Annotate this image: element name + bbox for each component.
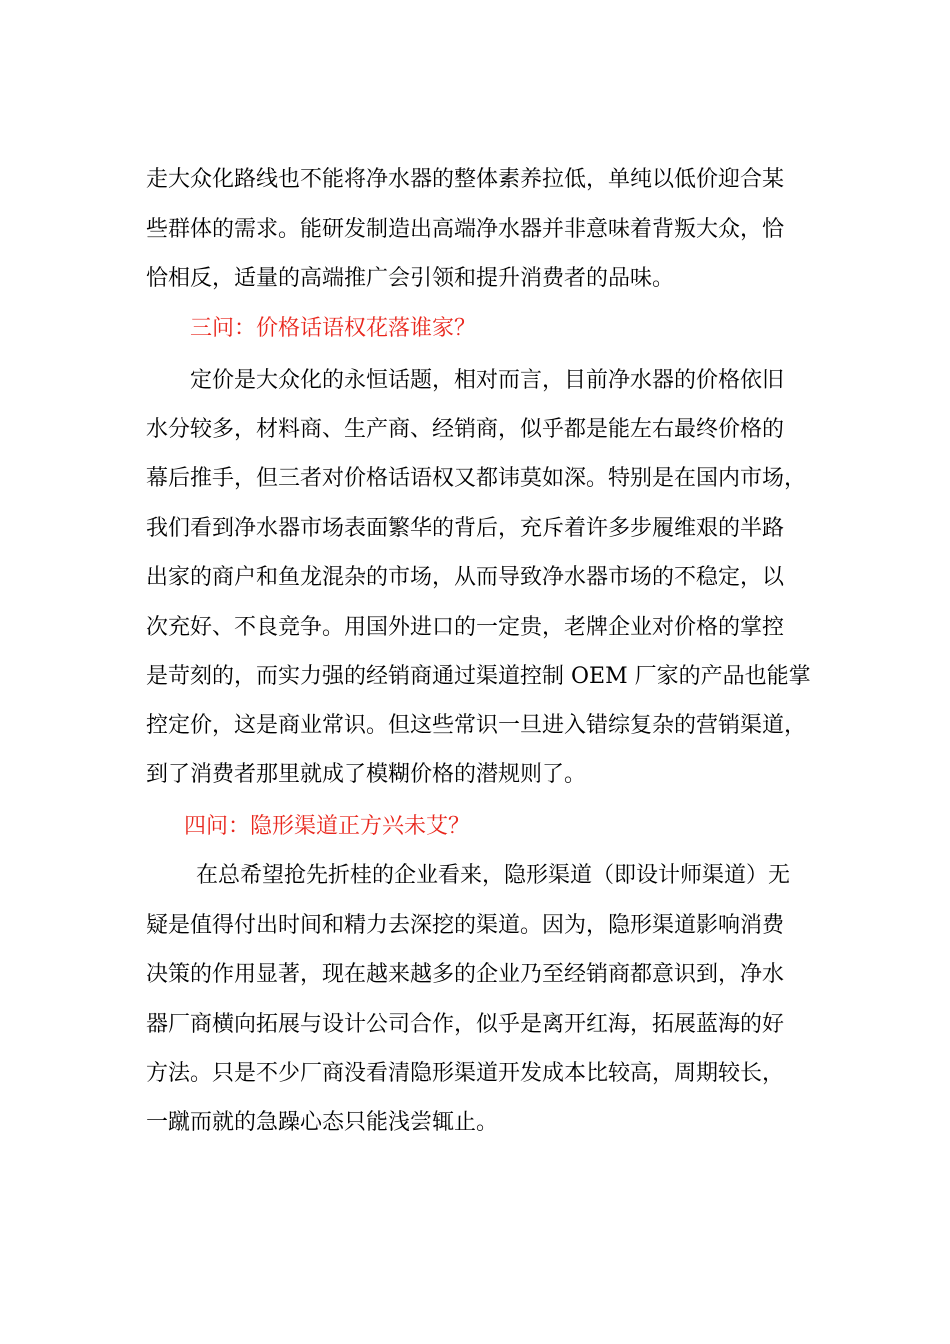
paragraph-2-line-2: 水分较多，材料商、生产商、经销商，似乎都是能左右最终价格的 xyxy=(146,417,785,442)
paragraph-2-line-4: 我们看到净水器市场表面繁华的背后，充斥着许多步履维艰的半路 xyxy=(146,516,785,541)
paragraph-3-line-3: 决策的作用显著，现在越来越多的企业乃至经销商都意识到，净水 xyxy=(146,962,785,987)
paragraph-3-line-1: 在总希望抢先折桂的企业看来，隐形渠道（即设计师渠道）无 xyxy=(196,863,791,888)
paragraph-2-line-8: 控定价，这是商业常识。但这些常识一旦进入错综复杂的营销渠道， xyxy=(146,713,807,738)
paragraph-3-line-6: 一蹴而就的急躁心态只能浅尝辄止。 xyxy=(146,1110,499,1135)
paragraph-1-line-1: 走大众化路线也不能将净水器的整体素养拉低，单纯以低价迎合某 xyxy=(146,167,785,192)
section-heading-4: 四问：隐形渠道正方兴未艾？ xyxy=(184,814,471,839)
paragraph-3-line-5: 方法。只是不少厂商没看清隐形渠道开发成本比较高，周期较长， xyxy=(146,1061,785,1086)
paragraph-1-line-2: 些群体的需求。能研发制造出高端净水器并非意味着背叛大众，恰 xyxy=(146,217,785,242)
paragraph-2-line-3: 幕后推手，但三者对价格话语权又都讳莫如深。特别是在国内市场， xyxy=(146,466,807,491)
section-heading-3: 三问：价格话语权花落谁家？ xyxy=(190,316,477,341)
paragraph-2-line-1: 定价是大众化的永恒话题，相对而言，目前净水器的价格依旧 xyxy=(190,368,785,393)
paragraph-3-line-2: 疑是值得付出时间和精力去深挖的渠道。因为，隐形渠道影响消费 xyxy=(146,913,785,938)
paragraph-2-line-7: 是苛刻的，而实力强的经销商通过渠道控制 OEM 厂家的产品也能掌 xyxy=(146,664,811,689)
paragraph-3-line-4: 器厂商横向拓展与设计公司合作，似乎是离开红海，拓展蓝海的好 xyxy=(146,1012,785,1037)
paragraph-2-line-9: 到了消费者那里就成了模糊价格的潜规则了。 xyxy=(146,762,587,787)
paragraph-2-line-6: 次充好、不良竞争。用国外进口的一定贵，老牌企业对价格的掌控 xyxy=(146,615,785,640)
paragraph-1-line-3: 恰相反，适量的高端推广会引领和提升消费者的品味。 xyxy=(146,266,675,291)
paragraph-2-line-5: 出家的商户和鱼龙混杂的市场，从而导致净水器市场的不稳定，以 xyxy=(146,565,785,590)
